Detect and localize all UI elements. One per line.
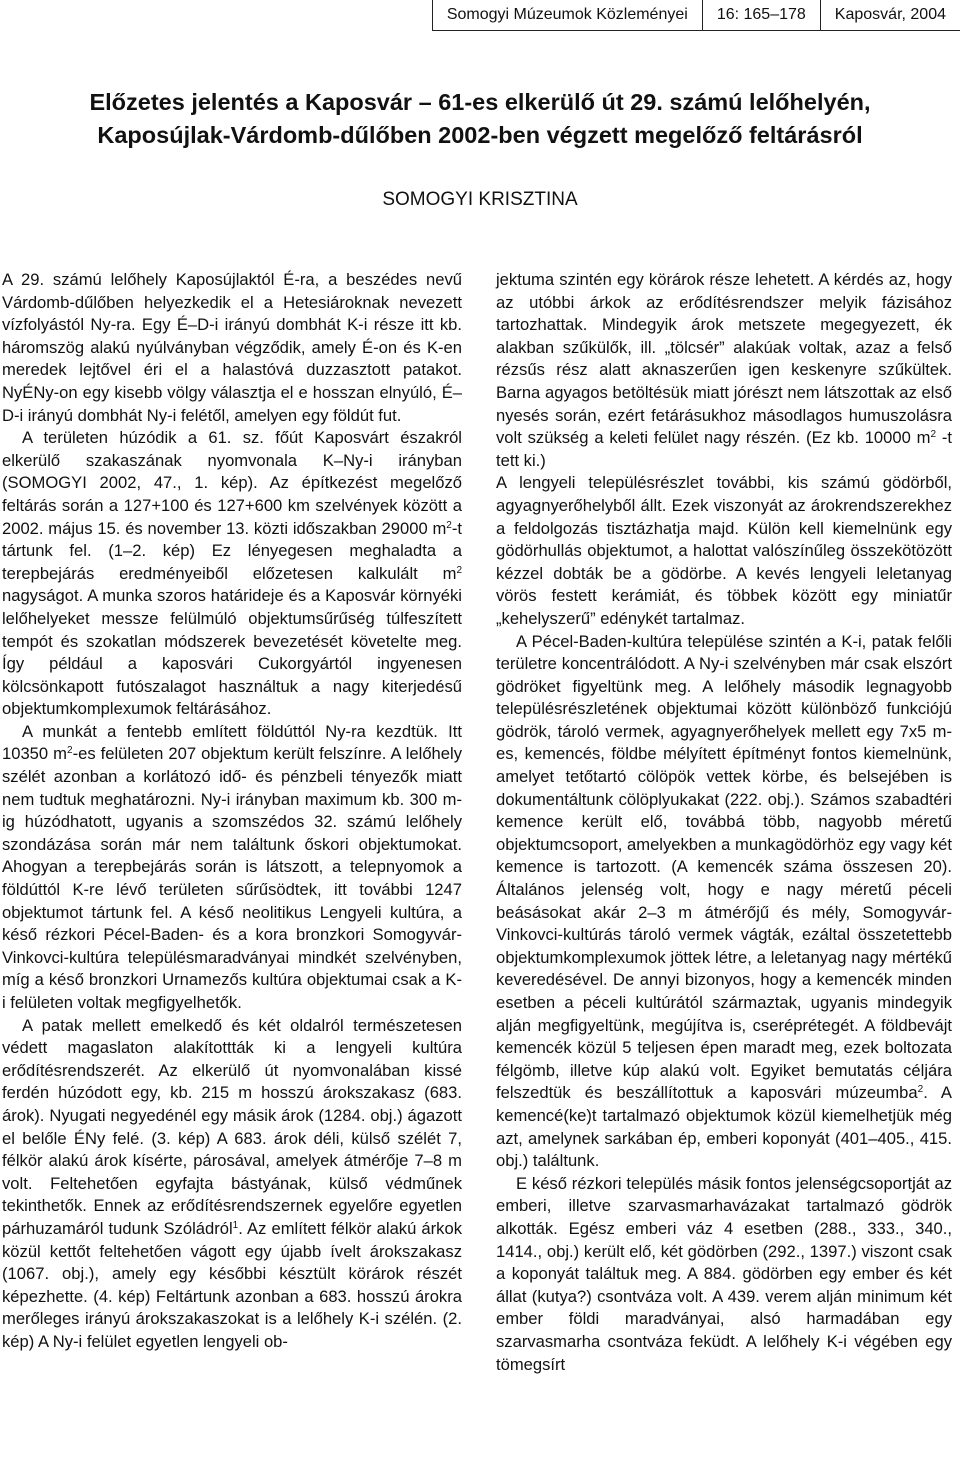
paragraph-text: A területen húzódik a 61. sz. főút Kaposvárt északról elkerülő szakaszának nyomvonala K–Ny-i irányban (SOMOGYI 2002, 47., 1. kép). Az építkezést megelőző feltárás során a 127+100 és 127+600 km szelvények között a 2002. május 15. és november 13. közti időszakban 29000 m — [2, 428, 462, 538]
paragraph-text: A patak mellett emelkedő és két oldalról természetesen védett magaslaton alakítottták ki a lengyeli kultúra erődítésrendszerét. Az elkerülő út nyomvonalában kissé ferdén húzódott egy, kb. 215 m hosszú árokszakasz (683. árok). Nyugati negyedénél egy másik árok (1284. obj.) ágazott el belőle ÉNy felé. (3. kép) A 683. árok déli, külső szélét 7, félkör alakú árok kísérte, párosával, amelyek átmérője 7–8 m volt. Feltehetően egyfajta bástyának, külső védműnek tekinthetők. Ennek az erődítésrendszernek egyelőre egyetlen párhuzamáról tudunk Szóládról — [2, 1015, 462, 1238]
paragraph-text: nagyságot. A munka szoros határideje és a Kaposvár környéki lelőhelyeket messze felülmúló objektumsűrűség túlfeszített tempót és szokatlan módszerek bevezetését követelte meg. Így például a kaposvári Cukorgyártól ingyenesen kölcsönkapott futószalagot használtuk a nagy kiterjedésű objektumkomplexumok feltárásához. — [2, 586, 462, 719]
paragraph — [496, 631, 952, 1173]
superscript: 2 — [446, 519, 452, 531]
journal-pages: 16: 165–178 — [703, 0, 821, 30]
paragraph — [2, 1015, 462, 1354]
right-column — [496, 269, 952, 1376]
paragraph-text: A lengyeli településrészlet további, kis számú gödörből, agyagnyerőhelyből állt. Ezek viszonyát az árokrendszerekhez a feldolgozás tisztázhatja majd. Külön kell kiemelnünk egy gödörhullás objektumot, a halottat valószínűleg összekötözött kézzel dobták be a gödörbe. A kevés lengyeli leletanyag vörös festett kerámiát, és többek között egy miniatűr „kehelyszerű” edénykét tartalmaz. — [496, 473, 952, 628]
superscript: 2 — [456, 564, 462, 576]
paragraph-text: . Az említett félkör alakú árkok közül kettőt feltehetően vágott egy újabb ívelt árokszakasz (1067. obj.), amely egy későbbi késztült körárok részét képezhette. (4. kép) Feltártunk azonban a 683. hosszú árokra merőleges irányú árokszakaszokat is a lelőhely K-i szélén. (2. kép) A Ny-i felület egyetlen lengyeli ob- — [2, 1218, 462, 1351]
paragraph-text: . A kemencé(ke)t tartalmazó objektumok közül kiemelhetjük még azt, amelynek sarkában ép, emberi koponyát (401–405., 415. obj.) találtunk. — [496, 1083, 952, 1171]
paragraph-text: E késő rézkori település másik fontos jelenségcsoportját az emberi, illetve szarvasmarhavázakat tartalmazó gödrök alkották. Egész emberi váz 4 esetben (288., 333., 340., 1414., obj.) került elő, két gödörben (292., 1397.) viszont csak a koponyát találtuk meg. A 884. gödörben egy ember és két állat (kutya?) csontváza volt. A 439. verem alján minimum két ember földi maradványai, alsó harmadában egy szarvasmarha csontváza feküdt. A lelőhely K-i végében egy tömegsírt — [496, 1173, 952, 1374]
paragraph — [496, 1173, 952, 1376]
paragraph — [496, 269, 952, 472]
title-line-2: Kaposújlak-Várdomb-dűlőben 2002-ben végzett megelőző feltárásról — [97, 122, 863, 148]
journal-header — [432, 0, 960, 31]
paragraph-text: A 29. számú lelőhely Kaposújlaktól É-ra, a beszédes nevű Várdomb-dűlőben helyezkedik el a Hetesiároknak nevezett vízfolyástól Ny-ra. Egy É–D-i irányú dombhát K-i része itt kb. háromszög alakú nyúlványban végződik, amely É-on és K-en meredek lejtővel éri el a halastóvá duzzasztott patakot. NyÉNy-on egy kisebb völgy választja el e hosszan elnyúló, É–D-i irányú dombhát Ny-i felétől, amelyen egy földút fut. — [2, 270, 462, 425]
paragraph — [2, 427, 462, 721]
paragraph — [2, 721, 462, 1015]
paragraph-text: -t tett ki.) — [496, 428, 952, 470]
paragraph — [496, 472, 952, 630]
title-line-1: Előzetes jelentés a Kaposvár – 61-es elkerülő út 29. számú lelőhelyén, — [89, 89, 871, 115]
paragraph-text: jektuma szintén egy körárok része lehetett. A kérdés az, hogy az utóbbi árkok az erődítésrendszer melyik fázisához tartozhattak. Mindegyik árok metszete megegyezett, ék alakban szűkülők, ill. „tölcsér” alakúak voltak, azaz a felső rézsűs rész alatt aknaszerűen igen keskenyre szűkültek. Barna agyagos betöltésük miatt jórészt nem látszottak az első nyesés során, ezért fetárásukhoz másodlagos humuszolásra volt szükség a keleti felület nagy részén. (Ez kb. 10000 m — [496, 270, 952, 448]
left-column — [2, 269, 462, 1354]
paragraph-text: A munkát a fentebb említett földúttól Ny-ra kezdtük. Itt 10350 m — [2, 721, 462, 764]
footnote-marker: 1 — [232, 1219, 239, 1231]
author-name: SOMOGYI KRISZTINA — [382, 189, 578, 210]
journal-name: Somogyi Múzeumok Közleményei — [433, 0, 703, 30]
superscript: 2 — [67, 745, 73, 757]
paragraph-text: A Pécel-Baden-kultúra települése szintén a K-i, patak felőli területre koncentrálódott. A Ny-i szelvényben már csak elszórt gödröket figyeltünk meg. A lelőhely második legnagyobb településrészletének objektumai között különböző funkciójú gödrök, tároló vermek, agyagnyerőhelyek mellett egy 7x5 m-es, kemencés, földbe mélyített építményt fontos kiemelnünk, amelyet tetőtartó cölöpök vettek körbe, és belsejében is dokumentáltunk cölöplyukakat (222. obj.). Számos szabadtéri kemence került elő, továbbá több, nagyobb méretű objektumcsoport, amelyekben a munkagödörhöz egy vagy két kemence is tartozott. (A kemencék száma összesen 20). Általános jelenség volt, hogy e nagy méretű péceli beásásokat akár 2–3 m átmérőjű és mély, Somogyvár-Vinkovci-kultúrás tároló vermek vágták, ezáltal összetettebb objektumkomplexumok jöttek létre, a leletanyag nagy mértékű keveredésével. De annyi bizonyos, hogy a kemencék minden esetben a péceli kultúrától származtak, ugyanis mindegyik alján megfigyeltünk, megújítva is, cseréprétegét. A földbevájt kemencék közül 5 teljesen épen maradt meg, ezek boltozata félgömb, illetve kúp alakú volt. Egyiket bemutatás céljára felszedtük és beszállítottuk a kaposvári múzeumba — [496, 631, 952, 1103]
paragraph-text: -t tártunk fel. (1–2. kép) Ez lényegesen meghaladta a terepbejárás eredményeiből előzetesen kalkulált m — [2, 518, 462, 583]
journal-place-year: Kaposvár, 2004 — [834, 6, 946, 23]
superscript: 2 — [930, 429, 937, 441]
article-title — [0, 86, 960, 152]
paragraph — [2, 269, 462, 427]
paragraph-text: -es felületen 207 objektum került felszínre. A lelőhely szélét azonban a korlátozó idő- és pénzbeli tényezők miatt nem tudtuk meghatározni. Ny-i irányban maximum kb. 300 m-ig húzódhatott, ugyanis a szomszédos 32. számú lelőhely szondázása során már nem találtunk őskori objektumokat. Ahogyan a terepbejárás során is látszott, a telepnyomok a földúttól K-re lévő területen sűrűsödtek, itt további 1247 objektumot tártunk fel. A késő neolitikus Lengyeli kultúra, a késő rézkori Pécel-Baden- és a kora bronzkori Somogyvár-Vinkovci-kultúra településmaradványai mindkét szelvényben, míg a késő bronzkori Urnamezős kultúra objektumai csak a K-i felületen voltak megfigyelhetők. — [2, 744, 462, 1012]
footnote-marker: 2 — [917, 1084, 924, 1096]
